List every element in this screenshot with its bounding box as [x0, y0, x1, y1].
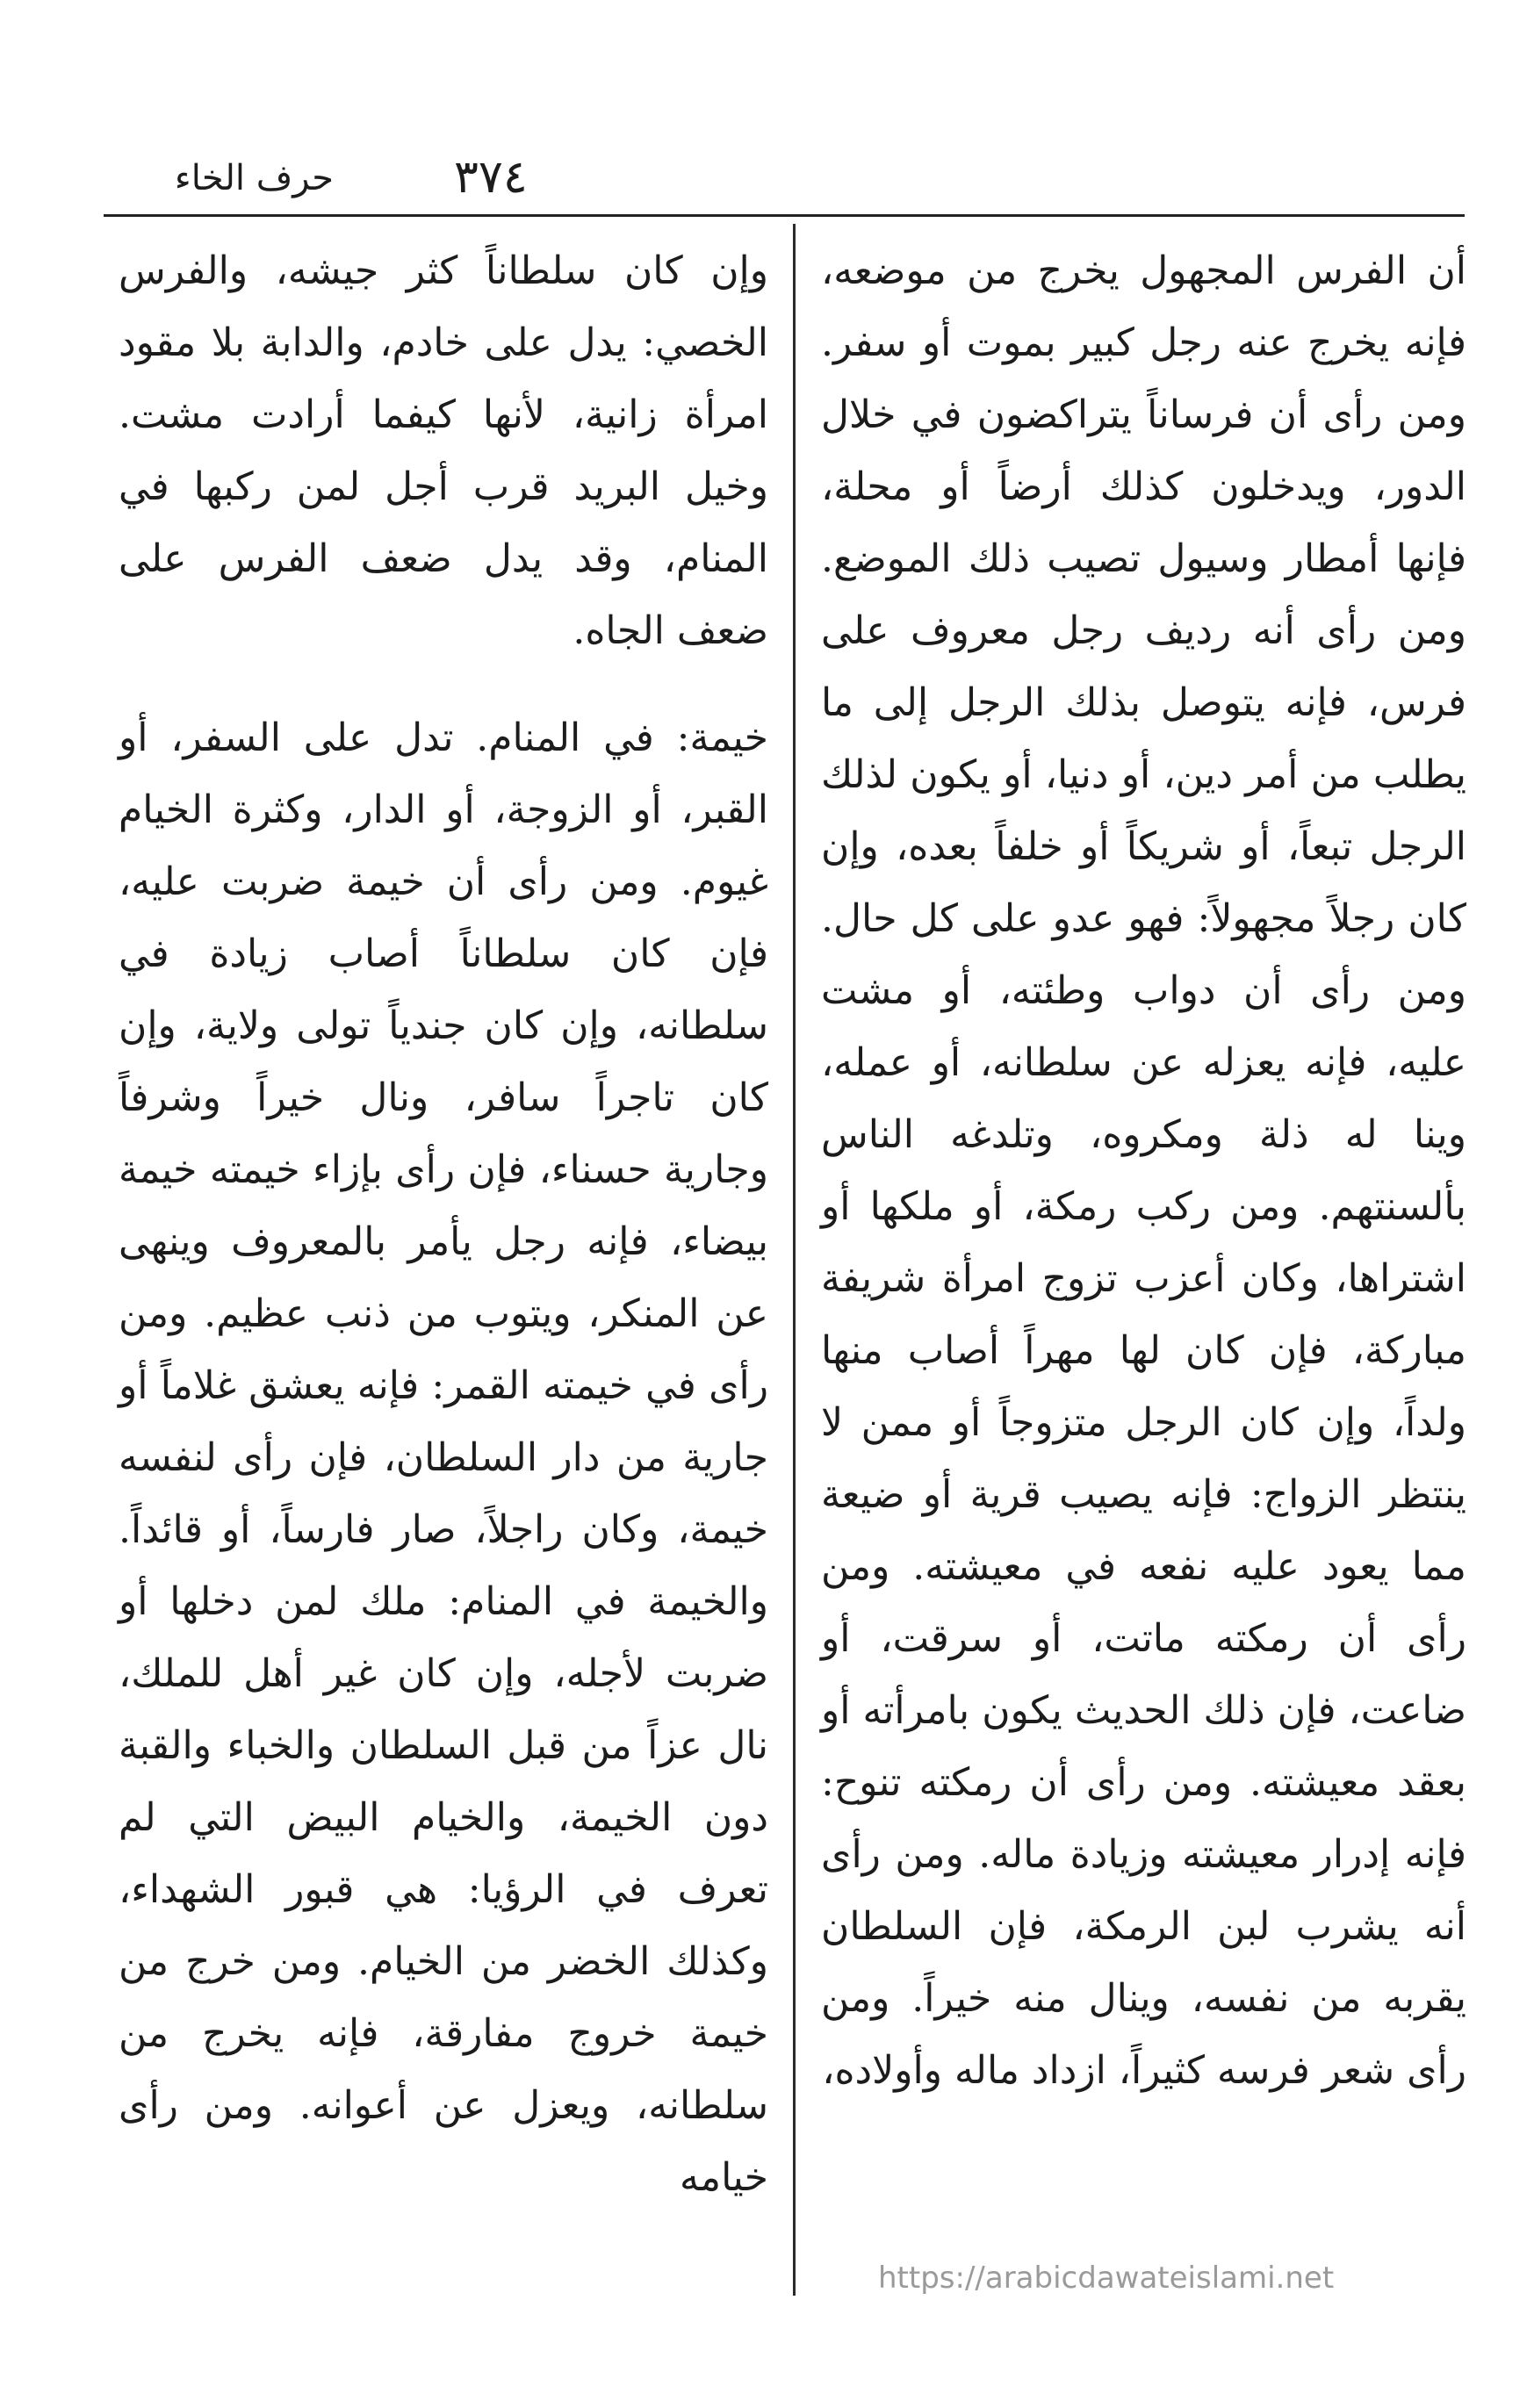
page-number: ٣٧٤ — [454, 151, 528, 204]
left-column-paragraph-2: خيمة: في المنام. تدل على السفر، أو القبر، أو الزوجة، أو الدار، وكثرة الخيام غيوم. ومن رأى أن خيمة ضربت عليه، فإن كان سلطاناً أصاب زيادة في سلطانه، وإن كان جندياً تولى ولاية، وإن كان تاجراً سافر، ونال خيراً وشرفاً وجارية حسناء، فإن رأى بإزاء خيمته خيمة بيضاء، فإنه رجل يأمر بالمعروف وينهى عن المنكر، ويتوب من ذنب عظيم. ومن رأى في خيمته القمر: فإنه يعشق غلاماً أو جارية من دار السلطان، فإن رأى لنفسه خيمة، وكان راجلاً، صار فارساً، أو قائداً. والخيمة في المنام: ملك لمن دخلها أو ضربت لأجله، وإن كان غير أهل للملك، نال عزاً من قبل السلطان والخباء والقبة دون الخيمة، والخيام البيض التي لم تعرف في الرؤيا: هي قبور الشهداء، وكذلك الخضر من الخيام. ومن خرج من خيمة خروج مفارقة، فإنه يخرج من سلطانه، ويعزل عن أعوانه. ومن رأى خيامه — [119, 715, 768, 2200]
right-column — [821, 235, 1466, 2107]
chapter-title: حرف الخاء — [174, 158, 334, 198]
left-column — [119, 235, 768, 2214]
left-column-paragraph-1: وإن كان سلطاناً كثر جيشه، والفرس الخصي: يدل على خادم، والدابة بلا مقود امرأة زانية، لأنها كيفما أرادت مشت. وخيل البريد قرب أجل لمن ركبها في المنام، وقد يدل ضعف الفرس على ضعف الجاه. — [119, 248, 768, 653]
column-divider — [793, 224, 796, 2296]
header-rule — [104, 214, 1465, 217]
right-column-text: أن الفرس المجهول يخرج من موضعه، فإنه يخرج عنه رجل كبير بموت أو سفر. ومن رأى أن فرساناً يتراكضون في خلال الدور، ويدخلون كذلك أرضاً أو محلة، فإنها أمطار وسيول تصيب ذلك الموضع. ومن رأى أنه رديف رجل معروف على فرس، فإنه يتوصل بذلك الرجل إلى ما يطلب من أمر دين، أو دنيا، أو يكون لذلك الرجل تبعاً، أو شريكاً أو خلفاً بعده، وإن كان رجلاً مجهولاً: فهو عدو على كل حال. ومن رأى أن دواب وطئته، أو مشت عليه، فإنه يعزله عن سلطانه، أو عمله، وينا له ذلة ومكروه، وتلدغه الناس بألسنتهم. ومن ركب رمكة، أو ملكها أو اشتراها، وكان أعزب تزوج امرأة شريفة مباركة، فإن كان لها مهراً أصاب منها ولداً، وإن كان الرجل متزوجاً أو ممن لا ينتظر الزواج: فإنه يصيب قرية أو ضيعة مما يعود عليه نفعه في معيشته. ومن رأى أن رمكته ماتت، أو سرقت، أو ضاعت، فإن ذلك الحديث يكون بامرأته أو بعقد معيشته. ومن رأى أن رمكته تنوح: فإنه إدرار معيشته وزيادة ماله. ومن رأى أنه يشرب لبن الرمكة، فإن السلطان يقربه من نفسه، وينال منه خيراً. ومن رأى شعر فرسه كثيراً، ازداد ماله وأولاده، — [821, 248, 1466, 2093]
watermark: https://arabicdawateislami.net — [878, 2261, 1335, 2296]
